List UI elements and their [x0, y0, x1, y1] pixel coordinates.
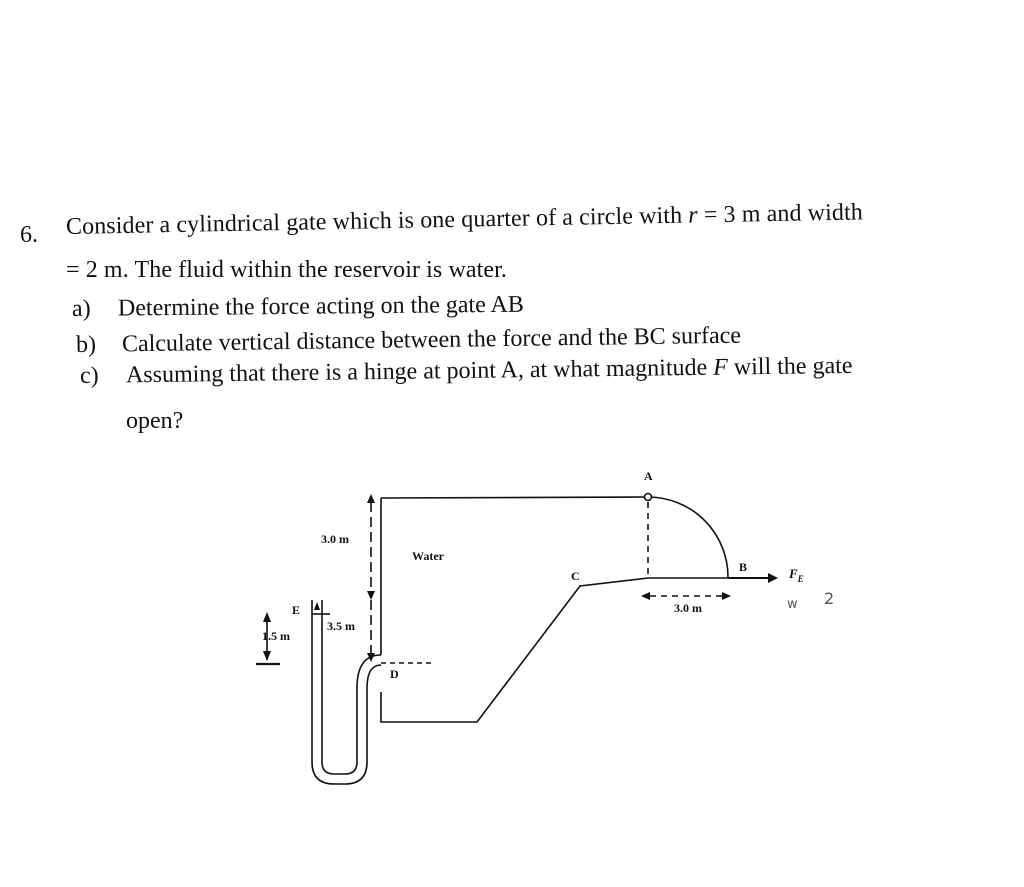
arrowhead	[367, 591, 375, 600]
force-symbol: F	[789, 566, 798, 581]
part-text: Determine the force acting on the gate AB	[117, 291, 524, 322]
force-subscript: E	[797, 574, 804, 584]
label-3m-bottom: 3.0 m	[674, 601, 702, 615]
label-3m-left: 3.0 m	[321, 532, 349, 546]
hinge-a	[645, 494, 652, 501]
part-c-continuation: open?	[126, 408, 184, 434]
label-b: B	[739, 560, 748, 574]
arrowhead	[722, 592, 731, 600]
variable-r: r	[688, 202, 698, 229]
arrowhead	[314, 602, 320, 610]
part-label: c)	[79, 362, 99, 389]
label-c: C	[571, 569, 580, 583]
arrowhead	[768, 573, 778, 583]
arrowhead	[367, 494, 375, 503]
label-d: D	[390, 667, 399, 681]
handwritten-mark-w: w	[787, 597, 798, 612]
label-a: A	[644, 469, 653, 483]
label-e: E	[292, 603, 301, 617]
problem-statement-line-2: = 2 m. The fluid within the reservoir is water.	[66, 257, 508, 283]
statement-text: Consider a cylindrical gate which is one quarter of a circle with	[65, 202, 689, 240]
arrowhead	[263, 612, 271, 622]
part-text: will the gate	[727, 352, 853, 381]
label-3-5m: 3.5 m	[327, 619, 355, 633]
handwritten-mark-2: 2	[824, 589, 835, 608]
problem-number: 6.	[20, 222, 38, 248]
part-text: Assuming that there is a hinge at point A, at what magnitude	[125, 354, 714, 389]
label-water: Water	[412, 549, 444, 563]
label-1-5m: 1.5 m	[262, 629, 290, 643]
variable-f: F	[713, 354, 729, 381]
label-force	[788, 566, 804, 584]
arrowhead	[263, 651, 271, 661]
part-text: Calculate vertical distance between the force and the BC surface	[121, 322, 742, 358]
part-label: a)	[71, 295, 91, 322]
reservoir-outline	[381, 497, 648, 722]
statement-text: = 3 m and width	[697, 199, 864, 229]
arrowhead	[641, 592, 650, 600]
part-label: b)	[75, 331, 97, 358]
gate-ab-arc	[648, 497, 728, 578]
